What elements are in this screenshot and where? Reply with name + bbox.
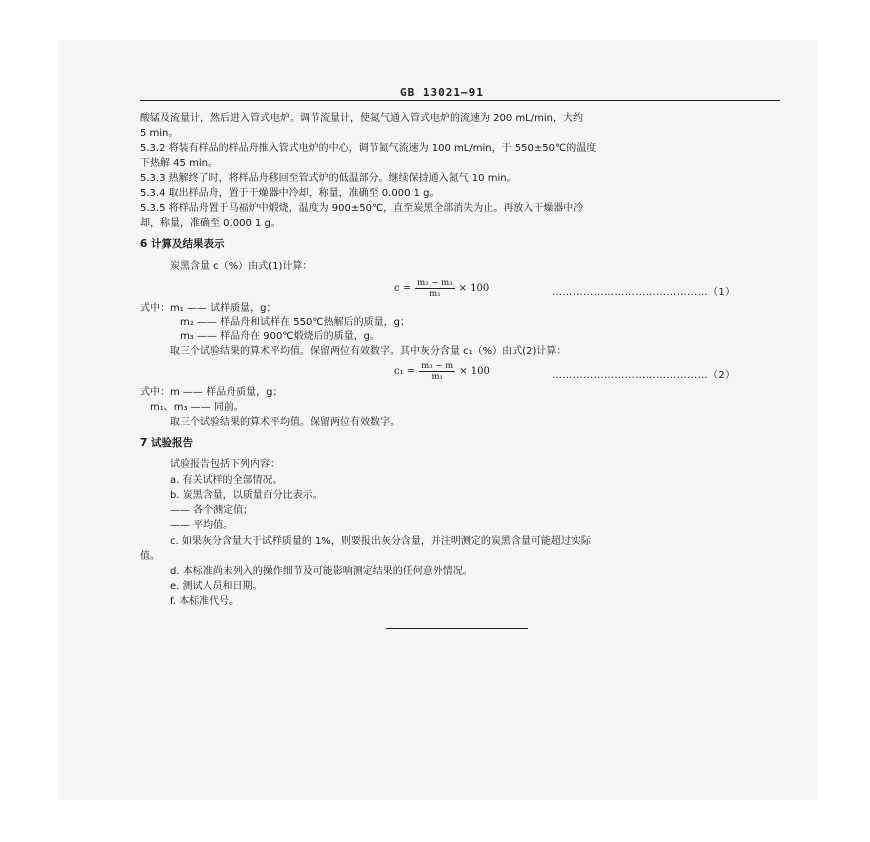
where-line: 式中：m —— 样品舟质量，g； xyxy=(140,387,283,398)
list-item: f. 本标准代号。 xyxy=(170,596,240,607)
list-item: c. 如果灰分含量大于试样质量的 1%，则要报出灰分含量，并注明测定的炭黑含量可能超过实际 xyxy=(170,536,591,547)
text-line: 5.3.5 将样品舟置于马福炉中煅烧，温度为 900±50℃，直至炭黑全部消失为止。再放入干燥器中冷 xyxy=(140,203,584,214)
list-item: 值。 xyxy=(140,551,160,562)
list-item: d. 本标准尚未列入的操作细节及可能影响测定结果的任何意外情况。 xyxy=(170,566,473,577)
section-6-intro: 炭黑含量 c（%）由式(1)计算： xyxy=(170,261,313,272)
formula-2-numerator: m₃ − m xyxy=(421,361,454,371)
formula-1-denominator: m₁ xyxy=(429,289,441,299)
formula-2 xyxy=(394,361,490,382)
note-line: 取三个试验结果的算术平均值。保留两位有效数字。 xyxy=(170,417,400,428)
text-line: 5 min。 xyxy=(140,128,179,139)
text-line: 下热解 45 min。 xyxy=(140,158,218,169)
formula-2-rhs: × 100 xyxy=(459,366,490,377)
list-item: —— 各个测定值； xyxy=(170,505,254,516)
section-6-title: 6 计算及结果表示 xyxy=(140,238,225,250)
formula-1-number: ………………………………………（1） xyxy=(552,287,736,298)
text-line: 5.3.2 将装有样品的样品舟推入管式电炉的中心，调节氮气流速为 100 mL/min，于 550±50℃的温度 xyxy=(140,143,597,154)
list-item: e. 测试人员和日期。 xyxy=(170,581,263,592)
formula-2-number: ………………………………………（2） xyxy=(552,370,736,381)
formula-1-fraction xyxy=(415,278,454,299)
formula-2-denominator: m₁ xyxy=(431,372,443,382)
text-line: 5.3.3 热解终了时，将样品舟移回至管式炉的低温部分。继续保持通入氮气 10 min。 xyxy=(140,173,517,184)
where-line: m₃ —— 样品舟在 900℃煅烧后的质量，g。 xyxy=(180,331,380,342)
where-line: m₂ —— 样品舟和试样在 550℃热解后的质量，g； xyxy=(180,317,410,328)
where-line: 式中：m₁ —— 试样质量，g； xyxy=(140,303,277,314)
text-line: 5.3.4 取出样品舟，置于干燥器中冷却，称量，准确至 0.000 1 g。 xyxy=(140,188,440,199)
list-item: b. 炭黑含量，以质量百分比表示。 xyxy=(170,490,323,501)
formula-1-numerator: m₂ − m₃ xyxy=(417,278,453,288)
formula-1-rhs: × 100 xyxy=(458,283,490,294)
end-rule xyxy=(386,628,528,629)
text-line: 却，称量，准确至 0.000 1 g。 xyxy=(140,218,281,229)
section-7-title: 7 试验报告 xyxy=(140,437,193,449)
text-line: 酸锰及流量计，然后进入管式电炉。调节流量计，使氮气通入管式电炉的流速为 200 mL/min，大约 xyxy=(140,113,583,124)
header-rule xyxy=(140,100,780,101)
standard-code: GB 13021—91 xyxy=(400,86,484,99)
list-item: a. 有关试样的全部情况。 xyxy=(170,475,283,486)
note-line: 取三个试验结果的算术平均值。保留两位有效数字。其中灰分含量 c₁（%）由式(2)计算： xyxy=(170,346,567,357)
formula-1-lhs: c = xyxy=(394,283,412,294)
formula-2-fraction xyxy=(419,361,455,382)
list-item: —— 平均值。 xyxy=(170,520,234,531)
where-line: m₁、m₃ —— 同前。 xyxy=(150,402,244,413)
section-7-intro: 试验报告包括下列内容： xyxy=(170,459,280,470)
formula-2-lhs: c₁ = xyxy=(394,366,416,377)
formula-1 xyxy=(394,278,489,299)
